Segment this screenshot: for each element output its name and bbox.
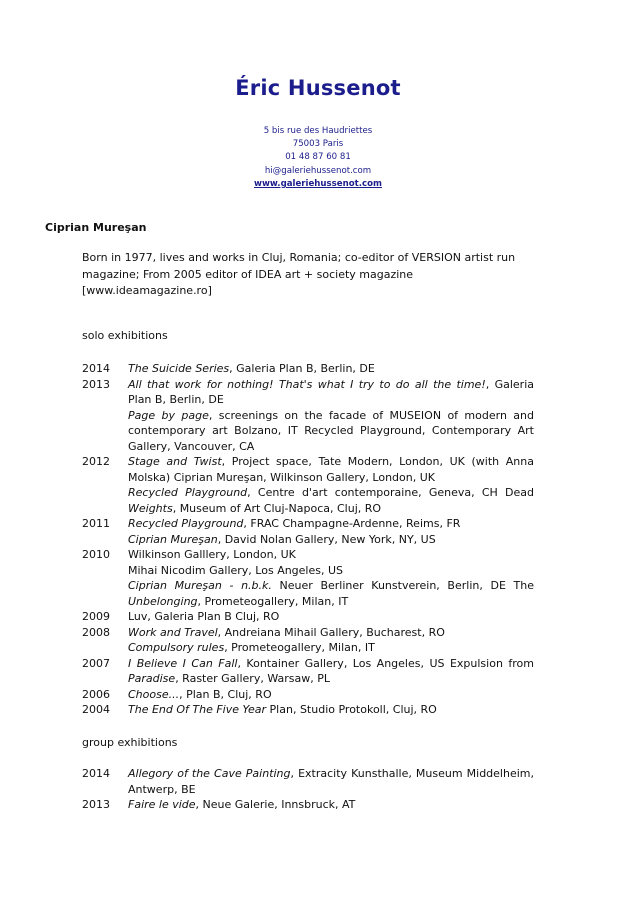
exhibition-year: 2012 <box>82 455 110 468</box>
exhibition-title: Recycled Playground <box>128 517 244 530</box>
exhibition-year: 2009 <box>82 610 110 623</box>
exhibition-title: All that work for nothing! That's what I try to do all the time! <box>128 377 486 391</box>
exhibition-entry <box>82 656 534 687</box>
exhibition-year <box>82 640 128 656</box>
exhibition-year: 2014 <box>82 362 110 375</box>
exhibition-title: The End Of The Five Year <box>128 703 267 716</box>
exhibition-entry <box>82 609 534 625</box>
exhibition-details: , Kontainer Gallery, Los Angeles, US Expulsion from <box>237 656 534 670</box>
exhibition-year <box>82 485 128 516</box>
exhibition-details: , FRAC Champagne-Ardenne, Reims, FR <box>243 517 461 530</box>
exhibition-text <box>128 609 534 625</box>
exhibition-year: 2006 <box>82 687 110 701</box>
exhibition-details: Plan, Studio Protokoll, Cluj, RO <box>266 703 437 716</box>
exhibition-details: , Prometeogallery, Milan, IT <box>224 641 375 654</box>
website-link[interactable]: www.galeriehussenot.com <box>254 178 382 189</box>
exhibition-details: , Raster Gallery, Warsaw, PL <box>175 672 330 685</box>
exhibition-entry <box>82 485 534 516</box>
exhibition-text <box>128 563 534 579</box>
exhibition-details: , Extracity Kunsthalle, Museum Middelheim, Antwerp, BE <box>128 767 534 796</box>
exhibition-entry <box>82 532 534 548</box>
group-exhibitions-heading: group exhibitions <box>82 736 178 749</box>
exhibition-details: , Neue Galerie, Innsbruck, AT <box>195 798 356 811</box>
group-exhibitions-list <box>82 766 534 813</box>
exhibition-title: Stage and Twist <box>128 455 222 468</box>
exhibition-year: 2014 <box>82 767 110 780</box>
exhibition-entry <box>82 547 534 563</box>
exhibition-text <box>128 516 534 532</box>
exhibition-year: 2008 <box>82 625 110 639</box>
exhibition-year: 2013 <box>82 798 110 811</box>
gallery-name: Éric Hussenot <box>235 76 401 100</box>
exhibition-title: Ciprian Mureşan <box>128 532 218 546</box>
exhibition-title: I Believe I Can Fall <box>128 656 238 670</box>
address-line-2: 75003 Paris <box>292 139 344 150</box>
exhibition-entry <box>82 766 534 797</box>
exhibition-text <box>128 454 534 485</box>
exhibition-title: Compulsory rules <box>128 641 225 654</box>
exhibition-entry <box>82 625 534 641</box>
exhibition-text <box>128 578 534 609</box>
exhibition-year: 2011 <box>82 517 110 530</box>
exhibition-title: Ciprian Mureşan - n.b.k. <box>128 579 272 592</box>
exhibition-year <box>82 408 128 455</box>
exhibition-details: , Andreiana Mihail Gallery, Bucharest, RO <box>217 625 445 639</box>
exhibition-title: Recycled Playground <box>128 486 248 499</box>
exhibition-title: Allegory of the Cave Painting <box>128 767 291 780</box>
exhibition-entry <box>82 516 534 532</box>
exhibition-text <box>128 625 534 641</box>
email-link[interactable]: hi@galeriehussenot.com <box>264 165 372 176</box>
artist-bio: Born in 1977, lives and works in Cluj, Romania; co-editor of VERSION artist run magazine; From 2005 editor of IDEA art + society magazine [www.ideamagazine.ro] <box>82 251 516 298</box>
exhibition-title: Faire le vide <box>128 798 196 811</box>
exhibition-entry <box>82 797 534 813</box>
exhibition-text <box>128 547 534 563</box>
exhibition-title: Weights <box>128 501 173 515</box>
phone-number: 01 48 87 60 81 <box>285 152 351 163</box>
exhibition-entry <box>82 640 534 656</box>
exhibition-year: 2007 <box>82 656 110 670</box>
exhibition-details: , Project space, Tate Modern, London, UK (with Anna Molska) Ciprian Mureşan, Wilkinson Gallery, London, UK <box>128 455 534 484</box>
exhibition-title: Paradise <box>128 672 176 685</box>
exhibition-details: , Museum of Art Cluj-Napoca, Cluj, RO <box>172 501 382 515</box>
solo-exhibitions-heading: solo exhibitions <box>82 329 168 342</box>
exhibition-entry <box>82 578 534 609</box>
exhibition-text <box>128 640 534 656</box>
exhibition-details: , screenings on the facade of MUSEION of modern and contemporary art Bolzano, IT Recycled Playground, Contemporary Art Gallery, Vancouver, CA <box>128 408 534 453</box>
exhibition-year: 2013 <box>82 377 110 391</box>
exhibition-entry <box>82 563 534 579</box>
exhibition-text <box>128 532 534 548</box>
exhibition-text <box>128 408 534 455</box>
exhibition-year <box>82 532 128 548</box>
exhibition-details: Neuer Berliner Kunstverein, Berlin, DE The <box>271 579 534 592</box>
exhibition-text <box>128 797 534 813</box>
exhibition-year: 2004 <box>82 703 110 716</box>
exhibition-title: Choose... <box>128 687 180 701</box>
exhibition-details: , Galeria Plan B, Berlin, DE <box>128 377 534 406</box>
exhibition-text <box>128 702 534 718</box>
exhibition-text <box>128 377 534 408</box>
exhibition-title: The Suicide Series <box>128 362 230 375</box>
exhibition-entry <box>82 454 534 485</box>
exhibition-title: Unbelonging <box>128 594 198 608</box>
exhibition-title: Work and Travel <box>128 625 218 639</box>
exhibition-entry <box>82 361 534 377</box>
exhibition-details: Mihai Nicodim Gallery, Los Angeles, US <box>128 563 344 577</box>
contact-block <box>0 125 636 191</box>
exhibition-text <box>128 687 534 703</box>
exhibition-title: Page by page <box>128 408 209 422</box>
exhibition-details: Luv, Galeria Plan B Cluj, RO <box>128 610 280 623</box>
exhibition-entry <box>82 702 534 718</box>
exhibition-year <box>82 563 128 579</box>
exhibition-details: , David Nolan Gallery, New York, NY, US <box>217 532 436 546</box>
exhibition-entry <box>82 377 534 408</box>
exhibition-details: Wilkinson Galllery, London, UK <box>128 548 296 561</box>
exhibition-text <box>128 656 534 687</box>
exhibition-details: , Prometeogallery, Milan, IT <box>197 594 349 608</box>
address-line-1: 5 bis rue des Haudriettes <box>263 126 373 136</box>
artist-name: Ciprian Mureşan <box>45 221 147 234</box>
exhibition-text <box>128 361 534 377</box>
exhibition-entry <box>82 408 534 455</box>
exhibition-entry <box>82 687 534 703</box>
exhibition-text <box>128 766 534 797</box>
solo-exhibitions-list <box>82 361 534 718</box>
exhibition-text <box>128 485 534 516</box>
exhibition-year: 2010 <box>82 548 110 561</box>
exhibition-details: , Galeria Plan B, Berlin, DE <box>229 362 375 375</box>
exhibition-year <box>82 578 128 609</box>
exhibition-details: , Plan B, Cluj, RO <box>179 687 272 701</box>
exhibition-details: , Centre d'art contemporaine, Geneva, CH Dead <box>247 486 535 499</box>
